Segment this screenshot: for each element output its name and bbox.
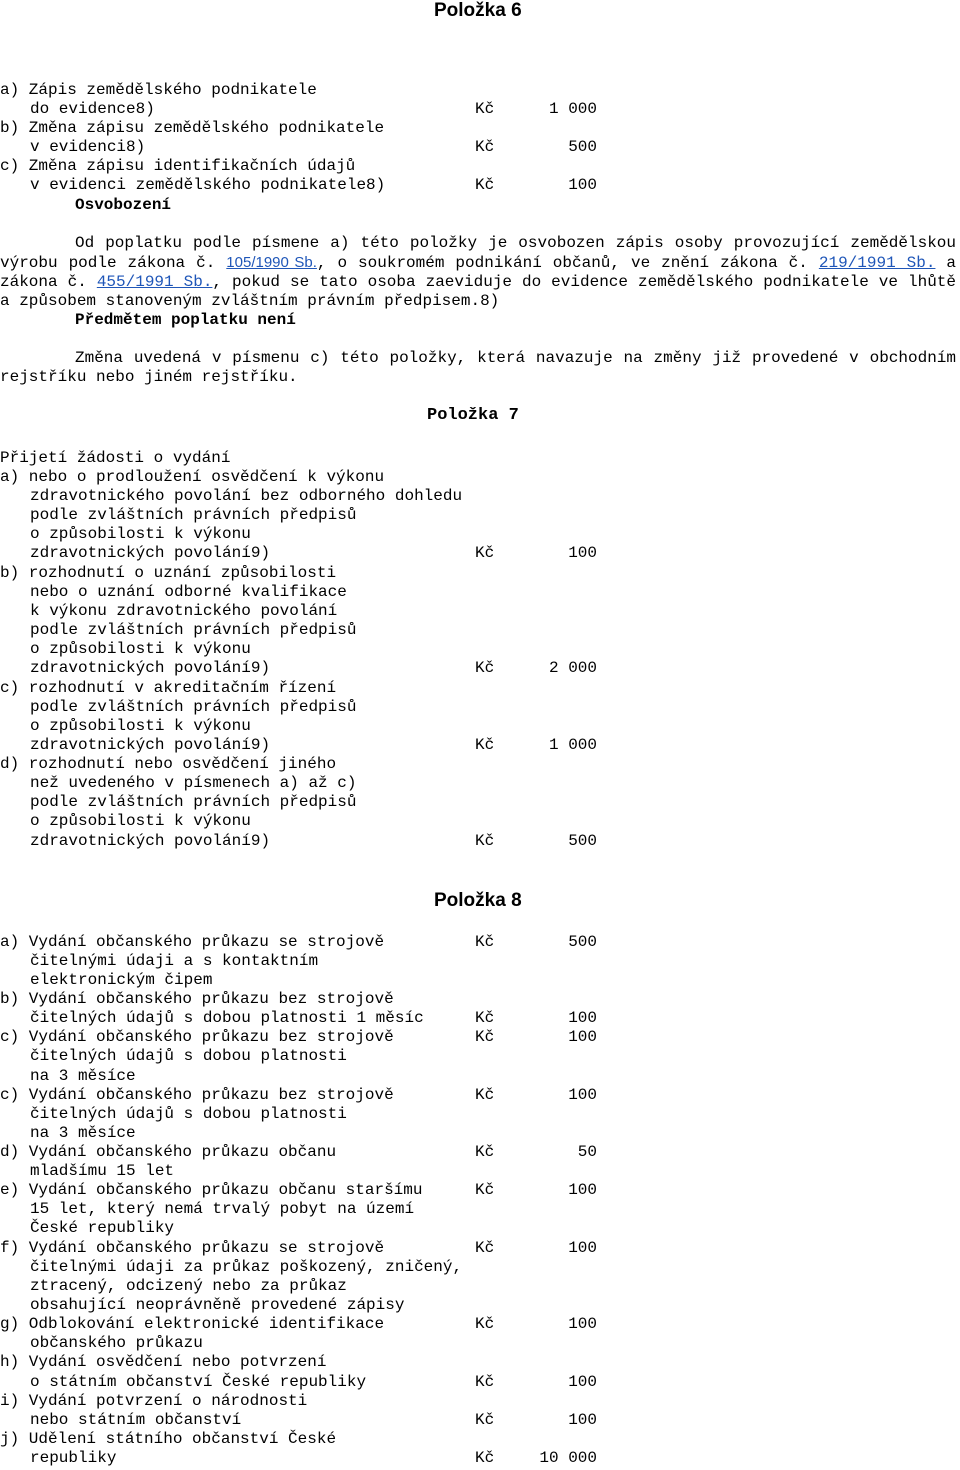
not-subject-paragraph bbox=[0, 349, 956, 387]
p7-item-d-line2: než uvedeného v písmenech a) až c) bbox=[30, 774, 357, 792]
p8-item-c2-line3: na 3 měsíce bbox=[30, 1124, 136, 1142]
law-link-455-1991[interactable]: 455/1991 Sb. bbox=[96, 273, 213, 291]
fee-amount: 100 bbox=[568, 1315, 597, 1333]
fee-amount: 100 bbox=[568, 1411, 597, 1429]
p7-item-c-line3: o způsobilosti k výkonu bbox=[30, 717, 251, 735]
currency-label: Kč bbox=[475, 176, 495, 194]
p8-item-e-line3: České republiky bbox=[30, 1219, 175, 1237]
fee-amount: 1 000 bbox=[548, 736, 597, 754]
p7-intro: Přijetí žádosti o vydání bbox=[0, 449, 231, 467]
currency-label: Kč bbox=[475, 1449, 495, 1467]
law-link-105-1990[interactable]: 105/1990 Sb. bbox=[226, 254, 317, 271]
currency-label: Kč bbox=[475, 1411, 495, 1429]
fee-amount: 100 bbox=[568, 544, 597, 562]
currency-label: Kč bbox=[475, 1143, 495, 1161]
p8-item-e-line2: 15 let, který nemá trvalý pobyt na území bbox=[30, 1200, 415, 1218]
p6-item-b-line2: v evidenci8) bbox=[30, 138, 146, 156]
exemption-text-4: , pokud se tato osoba zaeviduje do evidence zemědělského podnikatele ve lhůtě a způsobem stanoveným zvláštním právním předpisem.8) bbox=[0, 273, 957, 310]
p8-item-i-line1: i) Vydání potvrzení o národnosti bbox=[0, 1392, 308, 1410]
p6-item-b-line1: b) Změna zápisu zemědělského podnikatele bbox=[0, 119, 385, 137]
currency-label: Kč bbox=[475, 1239, 495, 1257]
p7-item-a-line5: zdravotnických povolání9) bbox=[30, 544, 271, 562]
p8-item-g-line1: g) Odblokování elektronické identifikace bbox=[0, 1315, 385, 1333]
currency-label: Kč bbox=[475, 659, 495, 677]
currency-label: Kč bbox=[475, 1009, 495, 1027]
p8-item-d-line1: d) Vydání občanského průkazu občanu bbox=[0, 1143, 337, 1161]
exemption-paragraph bbox=[0, 234, 956, 311]
p7-item-b-line6: zdravotnických povolání9) bbox=[30, 659, 271, 677]
p7-item-d-line5: zdravotnických povolání9) bbox=[30, 832, 271, 850]
fee-amount: 100 bbox=[568, 1009, 597, 1027]
p7-item-b-line1: b) rozhodnutí o uznání způsobilosti bbox=[0, 564, 337, 582]
currency-label: Kč bbox=[475, 832, 495, 850]
fee-amount: 500 bbox=[568, 933, 597, 951]
p8-item-d-line2: mladšímu 15 let bbox=[30, 1162, 175, 1180]
fee-amount: 50 bbox=[577, 1143, 597, 1161]
currency-label: Kč bbox=[475, 1086, 495, 1104]
p8-item-c-line3: na 3 měsíce bbox=[30, 1067, 136, 1085]
fee-amount: 100 bbox=[568, 1373, 597, 1391]
p8-item-j-line2: republiky bbox=[30, 1449, 117, 1467]
fee-amount: 100 bbox=[568, 176, 597, 194]
section-heading-8: Položka 8 bbox=[434, 890, 522, 911]
currency-label: Kč bbox=[475, 544, 495, 562]
currency-label: Kč bbox=[475, 1028, 495, 1046]
currency-label: Kč bbox=[475, 736, 495, 754]
p8-item-g-line2: občanského průkazu bbox=[30, 1334, 203, 1352]
p8-item-a-line3: elektronickým čipem bbox=[30, 971, 213, 989]
currency-label: Kč bbox=[475, 1315, 495, 1333]
p6-item-c-line2: v evidenci zemědělského podnikatele8) bbox=[30, 176, 386, 194]
currency-label: Kč bbox=[475, 933, 495, 951]
p7-item-c-line1: c) rozhodnutí v akreditačním řízení bbox=[0, 679, 337, 697]
fee-amount: 100 bbox=[568, 1181, 597, 1199]
fee-amount: 1 000 bbox=[548, 100, 597, 118]
exemption-text-2: , o soukromém podnikání občanů, ve znění zákona č. bbox=[316, 254, 808, 272]
p8-item-f-line3: ztracený, odcizený nebo za průkaz bbox=[30, 1277, 347, 1295]
p8-item-a-line2: čitelnými údaji a s kontaktním bbox=[30, 952, 319, 970]
not-subject-title: Předmětem poplatku není bbox=[75, 311, 296, 329]
law-link-219-1991[interactable]: 219/1991 Sb. bbox=[818, 254, 936, 272]
p8-item-f-line2: čitelnými údaji za průkaz poškozený, zničený, bbox=[30, 1258, 463, 1276]
p7-item-a-line3: podle zvláštních právních předpisů bbox=[30, 506, 357, 524]
fee-amount: 500 bbox=[568, 138, 597, 156]
p8-item-j-line1: j) Udělení státního občanství České bbox=[0, 1430, 337, 1448]
currency-label: Kč bbox=[475, 1181, 495, 1199]
fee-amount: 100 bbox=[568, 1086, 597, 1104]
exemption-title: Osvobození bbox=[75, 196, 172, 214]
p7-item-b-line3: k výkonu zdravotnického povolání bbox=[30, 602, 338, 620]
p8-item-h-line1: h) Vydání osvědčení nebo potvrzení bbox=[0, 1353, 327, 1371]
p6-item-c-line1: c) Změna zápisu identifikačních údajů bbox=[0, 157, 356, 175]
currency-label: Kč bbox=[475, 1373, 495, 1391]
p7-item-d-line4: o způsobilosti k výkonu bbox=[30, 812, 251, 830]
fee-amount: 2 000 bbox=[548, 659, 597, 677]
p7-item-a-line2: zdravotnického povolání bez odborného dohledu bbox=[30, 487, 463, 505]
exemption-text-1: Od poplatku podle písmene a) této položky je osvobozen zápis osoby provozující zemědělskou výrobu podle zákona č. bbox=[0, 234, 956, 272]
p8-item-f-line4: obsahující neoprávněně provedené zápisy bbox=[30, 1296, 405, 1314]
p7-item-a-line1: a) nebo o prodloužení osvědčení k výkonu bbox=[0, 468, 385, 486]
p7-item-d-line3: podle zvláštních právních předpisů bbox=[30, 793, 357, 811]
p8-item-b-line1: b) Vydání občanského průkazu bez strojově bbox=[0, 990, 394, 1008]
p7-item-c-line2: podle zvláštních právních předpisů bbox=[30, 698, 357, 716]
p8-item-e-line1: e) Vydání občanského průkazu občanu staršímu bbox=[0, 1181, 423, 1199]
p8-item-h-line2: o státním občanství České republiky bbox=[30, 1373, 367, 1391]
fee-amount: 100 bbox=[568, 1239, 597, 1257]
p8-item-c2-line1: c) Vydání občanského průkazu bez strojově bbox=[0, 1086, 394, 1104]
fee-amount: 100 bbox=[568, 1028, 597, 1046]
not-subject-text: Změna uvedená v písmenu c) této položky, která navazuje na změny již provedené v obchodním rejstříku nebo jiném rejstříku. bbox=[0, 349, 956, 386]
p8-item-a-line1: a) Vydání občanského průkazu se strojově bbox=[0, 933, 385, 951]
p7-item-c-line4: zdravotnických povolání9) bbox=[30, 736, 271, 754]
section-heading-6: Položka 6 bbox=[434, 0, 522, 21]
p8-item-c-line2: čitelných údajů s dobou platnosti bbox=[30, 1047, 347, 1065]
fee-amount: 10 000 bbox=[539, 1449, 597, 1467]
exemption-text-3: a zákona č. bbox=[0, 254, 957, 291]
currency-label: Kč bbox=[475, 138, 495, 156]
p7-item-d-line1: d) rozhodnutí nebo osvědčení jiného bbox=[0, 755, 337, 773]
p6-item-a-line2: do evidence8) bbox=[30, 100, 155, 118]
p8-item-c-line1: c) Vydání občanského průkazu bez strojově bbox=[0, 1028, 394, 1046]
p7-item-b-line4: podle zvláštních právních předpisů bbox=[30, 621, 357, 639]
p7-item-b-line5: o způsobilosti k výkonu bbox=[30, 640, 251, 658]
p8-item-b-line2: čitelných údajů s dobou platnosti 1 měsíc bbox=[30, 1009, 424, 1027]
p8-item-c2-line2: čitelných údajů s dobou platnosti bbox=[30, 1105, 347, 1123]
p6-item-a-line1: a) Zápis zemědělského podnikatele bbox=[0, 81, 317, 99]
currency-label: Kč bbox=[475, 100, 495, 118]
p8-item-f-line1: f) Vydání občanského průkazu se strojově bbox=[0, 1239, 385, 1257]
fee-amount: 500 bbox=[568, 832, 597, 850]
p7-item-a-line4: o způsobilosti k výkonu bbox=[30, 525, 251, 543]
p7-item-b-line2: nebo o uznání odborné kvalifikace bbox=[30, 583, 347, 601]
section-heading-7: Položka 7 bbox=[427, 406, 519, 425]
p8-item-i-line2: nebo státním občanství bbox=[30, 1411, 242, 1429]
